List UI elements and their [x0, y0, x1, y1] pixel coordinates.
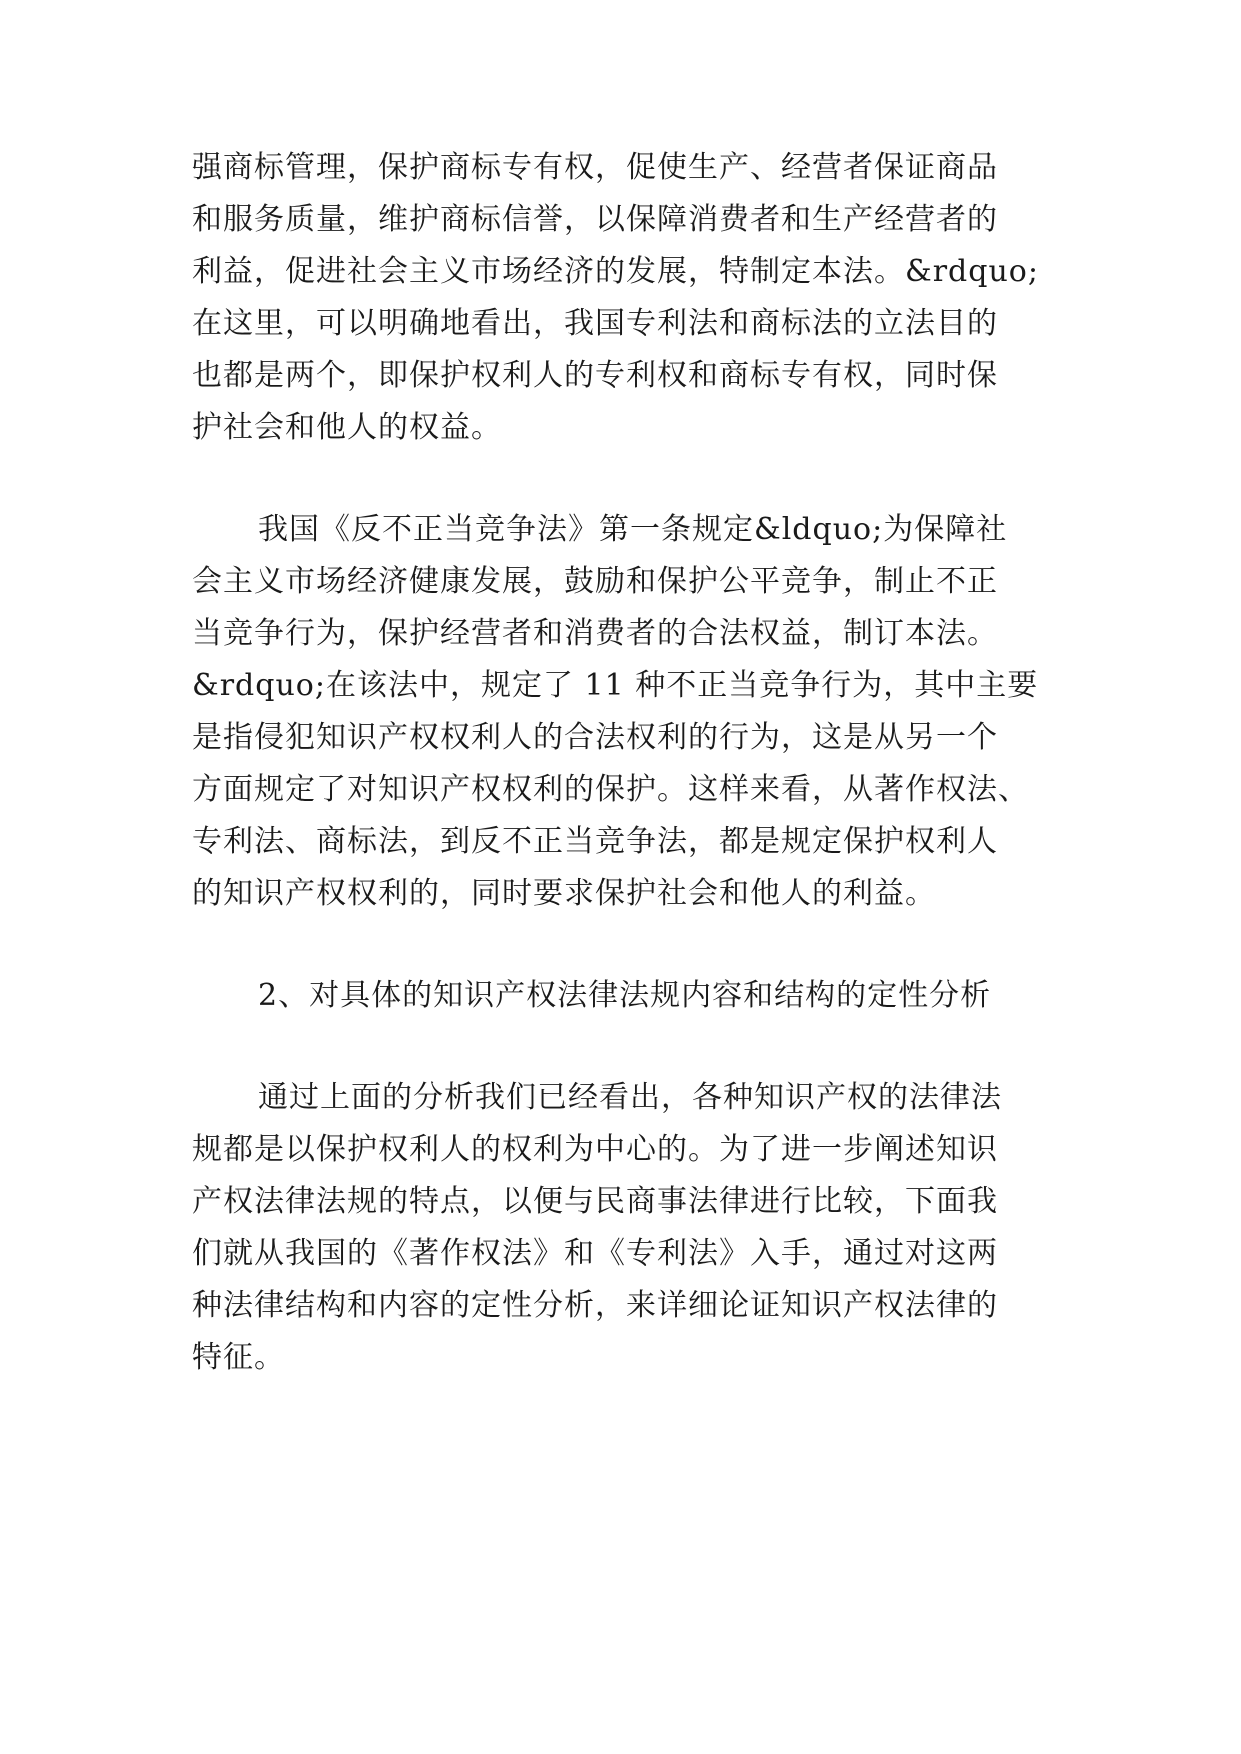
paragraph-line: 我国《反不正当竞争法》第一条规定&ldquo;为保障社: [258, 512, 1008, 547]
paragraph-line: 特征。: [192, 1340, 285, 1375]
paragraph-line: 的知识产权权利的，同时要求保护社会和他人的利益。: [192, 876, 936, 911]
paragraph-line: 在这里，可以明确地看出，我国专利法和商标法的立法目的: [192, 306, 998, 341]
paragraph-line: 强商标管理，保护商标专有权，促使生产、经营者保证商品: [192, 150, 998, 185]
paragraph-line: 专利法、商标法，到反不正当竞争法，都是规定保护权利人: [192, 824, 998, 859]
paragraph-line: 利益，促进社会主义市场经济的发展，特制定本法。&rdquo;: [192, 254, 1039, 289]
paragraph-line: &rdquo;在该法中，规定了 11 种不正当竞争行为，其中主要: [192, 668, 1039, 703]
paragraph-line: 产权法律法规的特点，以便与民商事法律进行比较，下面我: [192, 1184, 998, 1219]
paragraph-line: 和服务质量，维护商标信誉，以保障消费者和生产经营者的: [192, 202, 998, 237]
paragraph-line: 也都是两个，即保护权利人的专利权和商标专有权，同时保: [192, 358, 998, 393]
paragraph-line: 当竞争行为，保护经营者和消费者的合法权益，制订本法。: [192, 616, 998, 651]
paragraph-line: 会主义市场经济健康发展，鼓励和保护公平竞争，制止不正: [192, 564, 998, 599]
paragraph-line: 规都是以保护权利人的权利为中心的。为了进一步阐述知识: [192, 1132, 998, 1167]
paragraph-line: 方面规定了对知识产权权利的保护。这样来看，从著作权法、: [192, 772, 1029, 807]
section-heading: 2、对具体的知识产权法律法规内容和结构的定性分析: [258, 978, 992, 1013]
paragraph-line: 护社会和他人的权益。: [192, 410, 502, 445]
paragraph-line: 通过上面的分析我们已经看出，各种知识产权的法律法: [258, 1080, 1002, 1115]
paragraph-line: 是指侵犯知识产权权利人的合法权利的行为，这是从另一个: [192, 720, 998, 755]
paragraph-line: 们就从我国的《著作权法》和《专利法》入手，通过对这两: [192, 1236, 998, 1271]
paragraph-line: 种法律结构和内容的定性分析，来详细论证知识产权法律的: [192, 1288, 998, 1323]
